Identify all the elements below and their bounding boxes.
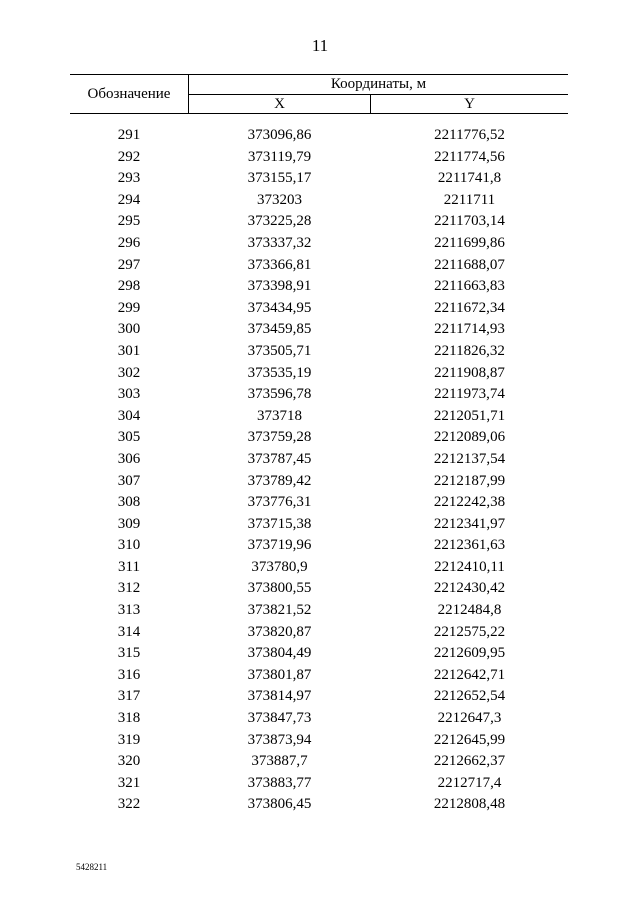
table-row bbox=[70, 427, 568, 449]
point-id-cell: 314 bbox=[117, 623, 141, 640]
table-row bbox=[70, 708, 568, 730]
point-id-cell: 302 bbox=[117, 364, 141, 381]
table-row bbox=[70, 384, 568, 406]
point-id-cell: 313 bbox=[117, 602, 141, 619]
table-row bbox=[70, 514, 568, 536]
y-coordinate-cell: 2211714,93 bbox=[434, 321, 505, 338]
x-coordinate-cell: 373814,97 bbox=[247, 688, 312, 705]
y-coordinate-cell: 2212341,97 bbox=[433, 515, 506, 532]
document-code: 5428211 bbox=[76, 862, 108, 872]
point-id-cell: 317 bbox=[117, 688, 141, 705]
y-coordinate-cell: 2212808,48 bbox=[433, 796, 506, 813]
table-row bbox=[70, 665, 568, 687]
table-row bbox=[70, 794, 568, 816]
x-coordinate-cell: 373225,28 bbox=[247, 213, 312, 230]
y-coordinate-cell: 2211741,8 bbox=[437, 170, 502, 187]
y-coordinate-cell: 2211711 bbox=[443, 191, 496, 208]
y-coordinate-cell: 2211908,87 bbox=[434, 364, 505, 381]
y-coordinate-cell: 2211688,07 bbox=[434, 256, 505, 273]
point-id-cell: 298 bbox=[117, 278, 141, 295]
y-coordinate-cell: 2212187,99 bbox=[433, 472, 506, 489]
table-row bbox=[70, 730, 568, 752]
point-id-cell: 315 bbox=[117, 645, 141, 662]
y-coordinate-cell: 2211672,34 bbox=[434, 299, 505, 316]
table-row bbox=[70, 471, 568, 493]
y-coordinate-cell: 2212652,54 bbox=[433, 688, 506, 705]
y-coordinate-cell: 2211699,86 bbox=[434, 234, 505, 251]
table-row bbox=[70, 211, 568, 233]
y-coordinate-cell: 2211826,32 bbox=[434, 342, 505, 359]
point-id-cell: 291 bbox=[117, 127, 141, 143]
point-id-cell: 297 bbox=[117, 256, 141, 273]
x-coordinate-cell: 373719,96 bbox=[247, 537, 312, 554]
point-id-cell: 304 bbox=[117, 407, 141, 424]
x-coordinate-cell: 373800,55 bbox=[247, 580, 312, 597]
x-coordinate-cell: 373780,9 bbox=[251, 558, 308, 575]
y-coordinate-cell: 2211776,52 bbox=[434, 127, 505, 143]
table-row bbox=[70, 255, 568, 277]
point-id-cell: 316 bbox=[117, 666, 141, 683]
designation-header: Обозначение bbox=[70, 75, 189, 113]
point-id-cell: 319 bbox=[117, 731, 141, 748]
table-header bbox=[70, 74, 568, 114]
point-id-cell: 292 bbox=[117, 148, 141, 165]
y-coordinate-cell: 2212642,71 bbox=[433, 666, 506, 683]
x-coordinate-cell: 373505,71 bbox=[247, 342, 312, 359]
table-row bbox=[70, 190, 568, 212]
x-coordinate-cell: 373715,38 bbox=[247, 515, 312, 532]
y-coordinate-cell: 2212242,38 bbox=[433, 494, 506, 511]
x-coordinate-cell: 373873,94 bbox=[247, 731, 312, 748]
point-id-cell: 296 bbox=[117, 234, 141, 251]
table-row bbox=[70, 298, 568, 320]
table-row bbox=[70, 406, 568, 428]
y-coordinate-cell: 2212484,8 bbox=[437, 602, 502, 619]
table-row bbox=[70, 535, 568, 557]
point-id-cell: 322 bbox=[117, 796, 141, 813]
x-coordinate-cell: 373718 bbox=[257, 407, 302, 424]
table-row bbox=[70, 341, 568, 363]
y-coordinate-cell: 2212717,4 bbox=[437, 774, 502, 791]
x-coordinate-cell: 373821,52 bbox=[247, 602, 312, 619]
x-coordinate-cell: 373806,45 bbox=[247, 796, 312, 813]
x-coordinate-cell: 373801,87 bbox=[247, 666, 312, 683]
table-row bbox=[70, 147, 568, 169]
table-row bbox=[70, 168, 568, 190]
x-coordinate-cell: 373535,19 bbox=[247, 364, 312, 381]
table-row bbox=[70, 773, 568, 795]
y-coordinate-cell: 2212410,11 bbox=[434, 558, 505, 575]
table-row bbox=[70, 557, 568, 579]
table-row bbox=[70, 125, 568, 147]
x-coordinate-cell: 373096,86 bbox=[247, 127, 312, 143]
x-coordinate-cell: 373887,7 bbox=[251, 753, 308, 770]
point-id-cell: 301 bbox=[117, 342, 141, 359]
point-id-cell: 306 bbox=[117, 450, 141, 467]
table-row bbox=[70, 449, 568, 471]
point-id-cell: 321 bbox=[117, 774, 141, 791]
point-id-cell: 308 bbox=[117, 494, 141, 511]
y-coordinate-cell: 2212662,37 bbox=[433, 753, 506, 770]
x-coordinate-cell: 373337,32 bbox=[247, 234, 312, 251]
y-coordinate-cell: 2212361,63 bbox=[433, 537, 506, 554]
point-id-cell: 305 bbox=[117, 429, 141, 446]
x-coordinate-cell: 373787,45 bbox=[247, 450, 312, 467]
point-id-cell: 312 bbox=[117, 580, 141, 597]
y-coordinate-cell: 2212051,71 bbox=[433, 407, 506, 424]
x-column-header: X bbox=[189, 95, 371, 113]
point-id-cell: 311 bbox=[118, 558, 140, 575]
y-coordinate-cell: 2212575,22 bbox=[433, 623, 506, 640]
y-coordinate-cell: 2212647,3 bbox=[437, 710, 502, 727]
coordinates-table-body bbox=[70, 125, 568, 816]
y-coordinate-cell: 2212137,54 bbox=[433, 450, 506, 467]
y-coordinate-cell: 2211774,56 bbox=[434, 148, 505, 165]
x-coordinate-cell: 373155,17 bbox=[247, 170, 312, 187]
point-id-cell: 295 bbox=[117, 213, 141, 230]
point-id-cell: 320 bbox=[117, 753, 141, 770]
point-id-cell: 307 bbox=[117, 472, 141, 489]
y-coordinate-cell: 2211973,74 bbox=[434, 386, 505, 403]
point-id-cell: 300 bbox=[117, 321, 141, 338]
point-id-cell: 318 bbox=[117, 710, 141, 727]
table-row bbox=[70, 276, 568, 298]
x-coordinate-cell: 373434,95 bbox=[247, 299, 312, 316]
point-id-cell: 293 bbox=[117, 170, 141, 187]
x-coordinate-cell: 373366,81 bbox=[247, 256, 312, 273]
y-coordinate-cell: 2212609,95 bbox=[433, 645, 506, 662]
table-row bbox=[70, 363, 568, 385]
x-coordinate-cell: 373759,28 bbox=[247, 429, 312, 446]
point-id-cell: 310 bbox=[117, 537, 141, 554]
x-coordinate-cell: 373776,31 bbox=[247, 494, 312, 511]
x-coordinate-cell: 373596,78 bbox=[247, 386, 312, 403]
y-coordinate-cell: 2212430,42 bbox=[433, 580, 506, 597]
y-coordinate-cell: 2212089,06 bbox=[433, 429, 506, 446]
table-row bbox=[70, 578, 568, 600]
page-number: 11 bbox=[311, 36, 329, 55]
x-coordinate-cell: 373804,49 bbox=[247, 645, 312, 662]
y-coordinate-cell: 2211663,83 bbox=[434, 278, 505, 295]
y-column-header: Y bbox=[464, 95, 475, 112]
table-row bbox=[70, 686, 568, 708]
point-id-cell: 299 bbox=[117, 299, 141, 316]
x-coordinate-cell: 373119,79 bbox=[247, 148, 312, 165]
table-row bbox=[70, 643, 568, 665]
table-row bbox=[70, 319, 568, 341]
x-coordinate-cell: 373847,73 bbox=[247, 710, 312, 727]
y-coordinate-cell: 2211703,14 bbox=[434, 213, 505, 230]
point-id-cell: 303 bbox=[117, 386, 141, 403]
x-coordinate-cell: 373398,91 bbox=[247, 278, 312, 295]
table-row bbox=[70, 622, 568, 644]
y-coordinate-cell: 2212645,99 bbox=[433, 731, 506, 748]
table-row bbox=[70, 492, 568, 514]
x-coordinate-cell: 373883,77 bbox=[247, 774, 312, 791]
x-coordinate-cell: 373459,85 bbox=[247, 321, 312, 338]
point-id-cell: 309 bbox=[117, 515, 141, 532]
x-coordinate-cell: 373789,42 bbox=[247, 472, 312, 489]
coordinates-header: Координаты, м bbox=[189, 75, 568, 95]
point-id-cell: 294 bbox=[117, 191, 141, 208]
table-row bbox=[70, 233, 568, 255]
table-row bbox=[70, 751, 568, 773]
x-coordinate-cell: 373820,87 bbox=[247, 623, 312, 640]
table-row bbox=[70, 600, 568, 622]
x-coordinate-cell: 373203 bbox=[257, 191, 302, 208]
